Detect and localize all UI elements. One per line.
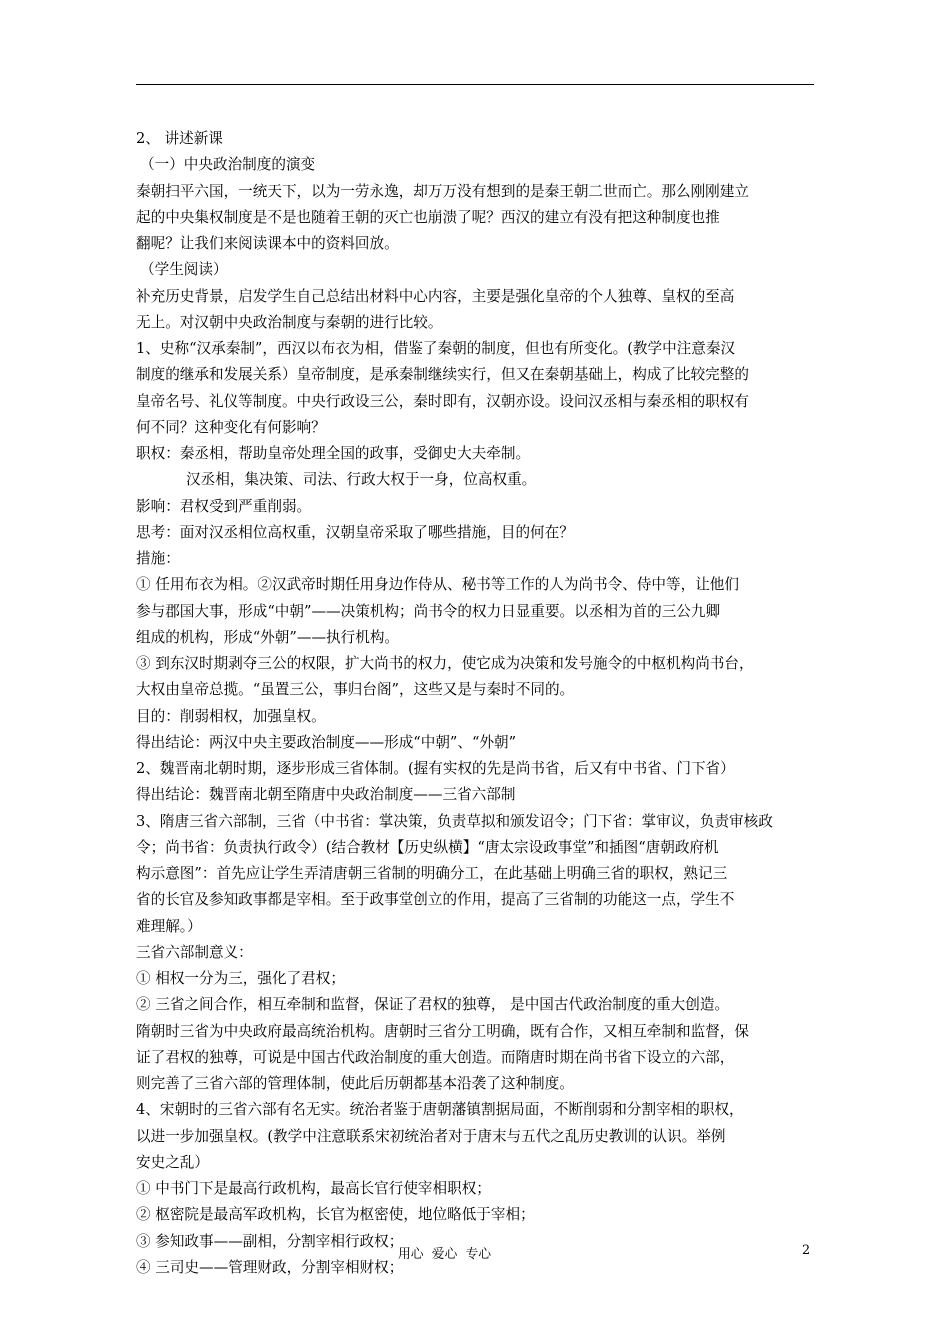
text-line: 3、隋唐三省六部制，三省（中书省：掌决策，负责草拟和颁发诏令；门下省：掌审议，负责审核政 (136, 812, 773, 830)
text-line: 影响：君权受到严重削弱。 (136, 497, 312, 515)
text-line: 补充历史背景，启发学生自己总结出材料中心内容，主要是强化皇帝的个人独尊、皇权的至高 (136, 287, 735, 305)
text-line: ② 枢密院是最高军政机构，长官为枢密使，地位略低于宰相； (136, 1206, 535, 1224)
text-line: 皇帝名号、礼仪等制度。中央行政设三公，秦时即有，汉朝亦设。设问汉丞相与秦丞相的职权有 (136, 392, 749, 410)
text-line: ① 相权一分为三，强化了君权； (136, 970, 345, 987)
text-line: ③ 参知政事——副相，分割宰相行政权； (136, 1232, 404, 1250)
text-line: ④ 三司史——管理财政，分割宰相财权； (136, 1258, 404, 1276)
text-line: 隋朝时三省为中央政府最高统治机构。唐朝时三省分工明确，既有合作，又相互牵制和监督，保 (136, 1022, 749, 1040)
text-line: 以进一步加强皇权。(教学中注意联系宋初统治者对于唐末与五代之乱历史教训的认识。举例 (136, 1127, 726, 1145)
text-line: （学生阅读） (140, 261, 228, 279)
text-line: 思考：面对汉丞相位高权重，汉朝皇帝采取了哪些措施，目的何在？ (136, 523, 574, 541)
text-line: 则完善了三省六部的管理体制，使此后历朝都基本沿袭了这种制度。 (136, 1075, 574, 1092)
text-line: 无上。对汉朝中央政治制度与秦朝的进行比较。 (136, 313, 443, 331)
text-line: 翻呢？让我们来阅读课本中的资料回放。 (136, 235, 399, 252)
text-line: ③ 到东汉时期剥夺三公的权限，扩大尚书的权力，使它成为决策和发号施令的中枢机构尚书台， (136, 655, 754, 672)
text-line: ① 中书门下是最高行政机构，最高长官行使宰相职权； (136, 1180, 491, 1197)
text-line: 制度的继承和发展关系）皇帝制度，是承秦制继续实行，但又在秦朝基础上，构成了比较完整的 (136, 366, 749, 384)
text-line: 参与郡国大事，形成“中朝”——决策机构；尚书令的权力日显重要。以丞相为首的三公九卿 (136, 602, 721, 620)
text-line: 2、魏晋南北朝时期，逐步形成三省体制。(握有实权的先是尚书省，后又有中书省、门下省） (136, 760, 735, 777)
header-rule (136, 84, 814, 85)
text-line: （一）中央政治制度的演变 (140, 156, 316, 174)
text-line: 1、史称“汉承秦制”，西汉以布衣为相，借鉴了秦朝的制度，但也有所变化。(教学中注意秦汉 (136, 340, 736, 357)
text-line: 4、宋朝时的三省六部有名无实。统治者鉴于唐朝藩镇割据局面，不断削弱和分割宰相的职权， (136, 1101, 744, 1119)
text-line: 何不同？这种变化有何影响？ (136, 418, 326, 436)
text-line: 构示意图”：首先应让学生弄清唐朝三省制的明确分工，在此基础上明确三省的职权，熟记三 (136, 865, 728, 882)
footer-slogan: 用心 爱心 专心 (398, 1247, 492, 1262)
text-line: 得出结论：两汉中央主要政治制度——形成“中朝”、“外朝” (136, 733, 517, 751)
text-line: ① 任用布衣为相。②汉武帝时期任用身边作侍从、秘书等工作的人为尚书令、侍中等，让他们 (136, 576, 739, 594)
text-line: 秦朝扫平六国，一统天下，以为一劳永逸，却万万没有想到的是秦王朝二世而亡。那么刚刚建立 (136, 182, 749, 200)
text-line: 令；尚书省：负责执行政令）(结合教材【历史纵横】“唐太宗设政事堂”和插图“唐朝政府机 (136, 838, 719, 856)
text-line: 起的中央集权制度是不是也随着王朝的灭亡也崩溃了呢？西汉的建立有没有把这种制度也推 (136, 208, 720, 226)
document-body (136, 126, 820, 1281)
text-line: 得出结论：魏晋南北朝至隋唐中央政治制度——三省六部制 (136, 786, 516, 804)
text-line: 汉丞相，集决策、司法、行政大权于一身，位高权重。 (186, 471, 537, 489)
text-line: 大权由皇帝总揽。“虽置三公，事归台阁”，这些又是与秦时不同的。 (136, 681, 575, 699)
text-line: ② 三省之间合作，相互牵制和监督，保证了君权的独尊， 是中国古代政治制度的重大创造。 (136, 996, 730, 1014)
text-line: 目的：削弱相权，加强皇权。 (136, 707, 326, 725)
text-line: 组成的机构，形成“外朝”——执行机构。 (136, 628, 400, 646)
text-line: 安史之乱） (136, 1153, 209, 1171)
text-line: 难理解。） (136, 917, 202, 935)
text-line: 措施： (136, 550, 180, 567)
text-line: 三省六部制意义： (136, 943, 253, 961)
page-number: 2 (802, 1243, 811, 1258)
text-line: 职权：秦丞相，帮助皇帝处理全国的政事，受御史大夫牵制。 (136, 445, 531, 462)
text-line: 证了君权的独尊，可说是中国古代政治制度的重大创造。而隋唐时期在尚书省下设立的六部， (136, 1048, 735, 1066)
text-line: 2、 讲述新课 (136, 130, 223, 147)
text-line: 省的长官及参知政事都是宰相。至于政事堂创立的作用，提高了三省制的功能这一点，学生不 (136, 891, 735, 909)
